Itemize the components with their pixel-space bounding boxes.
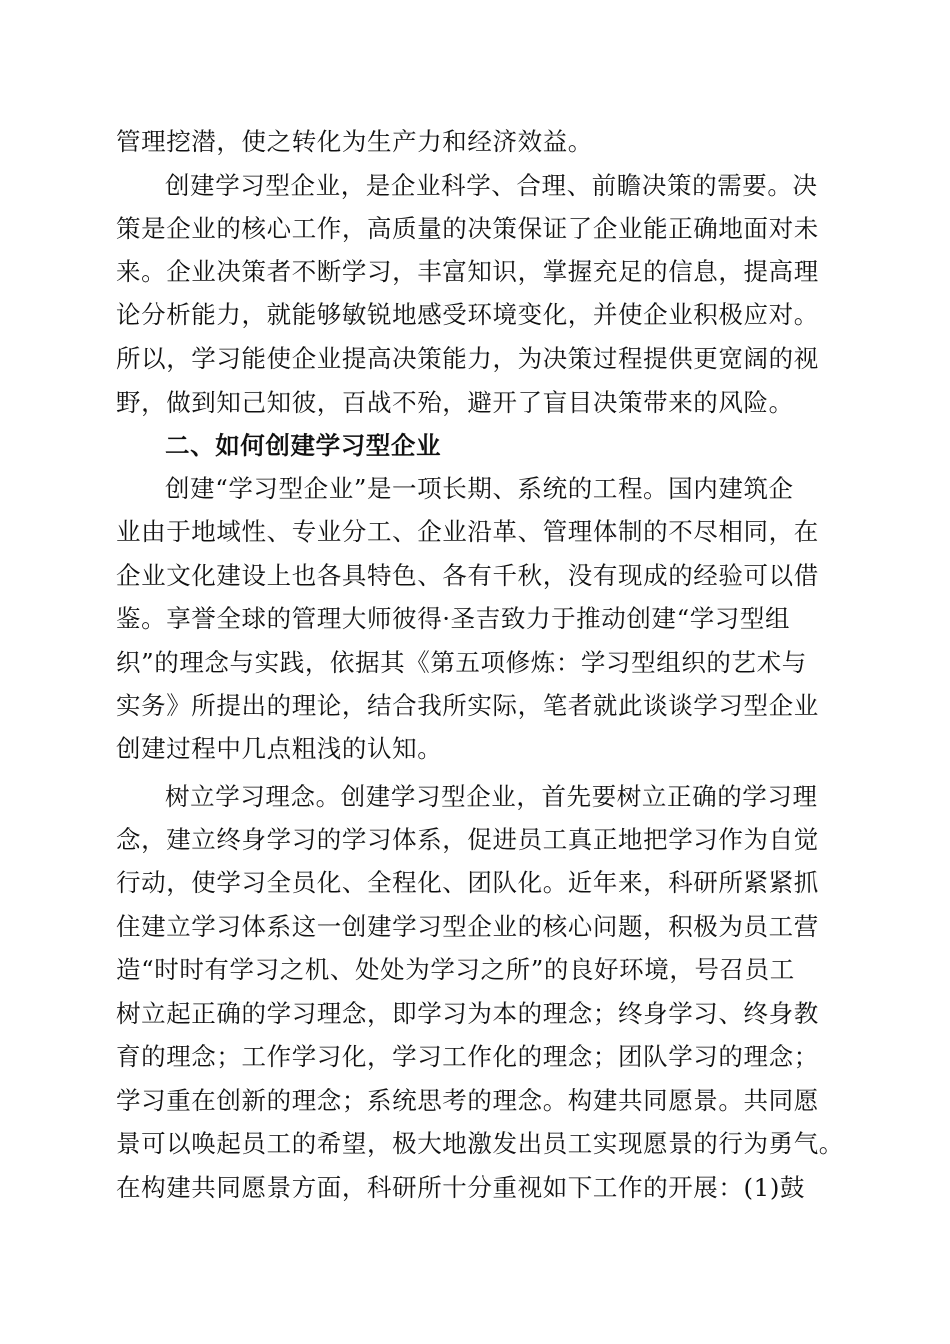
text-line: 学习重在创新的理念；系统思考的理念。构建共同愿景。共同愿 [116,1086,819,1115]
paragraph-start-line: 树立学习理念。创建学习型企业，首先要树立正确的学习理 [165,782,818,811]
paragraph-start-line: 创建学习型企业，是企业科学、合理、前瞻决策的需要。决 [165,171,818,200]
text-line: 策是企业的核心工作，高质量的决策保证了企业能正确地面对未 [116,214,819,243]
text-line: 来。企业决策者不断学习，丰富知识，掌握充足的信息，提高理 [116,257,819,286]
text-line: 野，做到知己知彼，百战不殆，避开了盲目决策带来的风险。 [116,388,794,417]
text-line: 业由于地域性、专业分工、企业沿革、管理体制的不尽相同，在 [116,517,819,546]
text-line: 景可以唤起员工的希望，极大地激发出员工实现愿景的行为勇气。 [116,1129,844,1158]
text-line: 企业文化建设上也各具特色、各有千秋，没有现成的经验可以借 [116,561,819,590]
text-line: 所以，学习能使企业提高决策能力，为决策过程提供更宽阔的视 [116,344,819,373]
text-line: 造“时时有学习之机、处处为学习之所”的良好环境，号召员工 [116,955,795,984]
text-line: 织”的理念与实践，依据其《第五项修炼：学习型组织的艺术与 [116,648,807,677]
text-line: 论分析能力，就能够敏锐地感受环境变化，并使企业积极应对。 [116,300,819,329]
text-line: 鉴。享誉全球的管理大师彼得·圣吉致力于推动创建“学习型组 [116,604,791,633]
text-line: 念，建立终身学习的学习体系，促进员工真正地把学习作为自觉 [116,825,819,854]
paragraph-start-line: 创建“学习型企业”是一项长期、系统的工程。国内建筑企 [165,474,794,503]
text-line: 行动，使学习全员化、全程化、团队化。近年来，科研所紧紧抓 [116,868,819,897]
text-line: 在构建共同愿景方面，科研所十分重视如下工作的开展：(1)鼓 [116,1173,806,1202]
text-line: 创建过程中几点粗浅的认知。 [116,734,443,763]
text-line: 树立起正确的学习理念，即学习为本的理念；终身学习、终身教 [116,999,819,1028]
text-line: 住建立学习体系这一创建学习型企业的核心问题，积极为员工营 [116,912,819,941]
text-line: 实务》所提出的理论，结合我所实际，笔者就此谈谈学习型企业 [116,691,819,720]
section-heading: 二、如何创建学习型企业 [165,431,442,460]
text-line: 管理挖潜，使之转化为生产力和经济效益。 [116,127,593,156]
text-line: 育的理念；工作学习化，学习工作化的理念；团队学习的理念； [116,1042,819,1071]
